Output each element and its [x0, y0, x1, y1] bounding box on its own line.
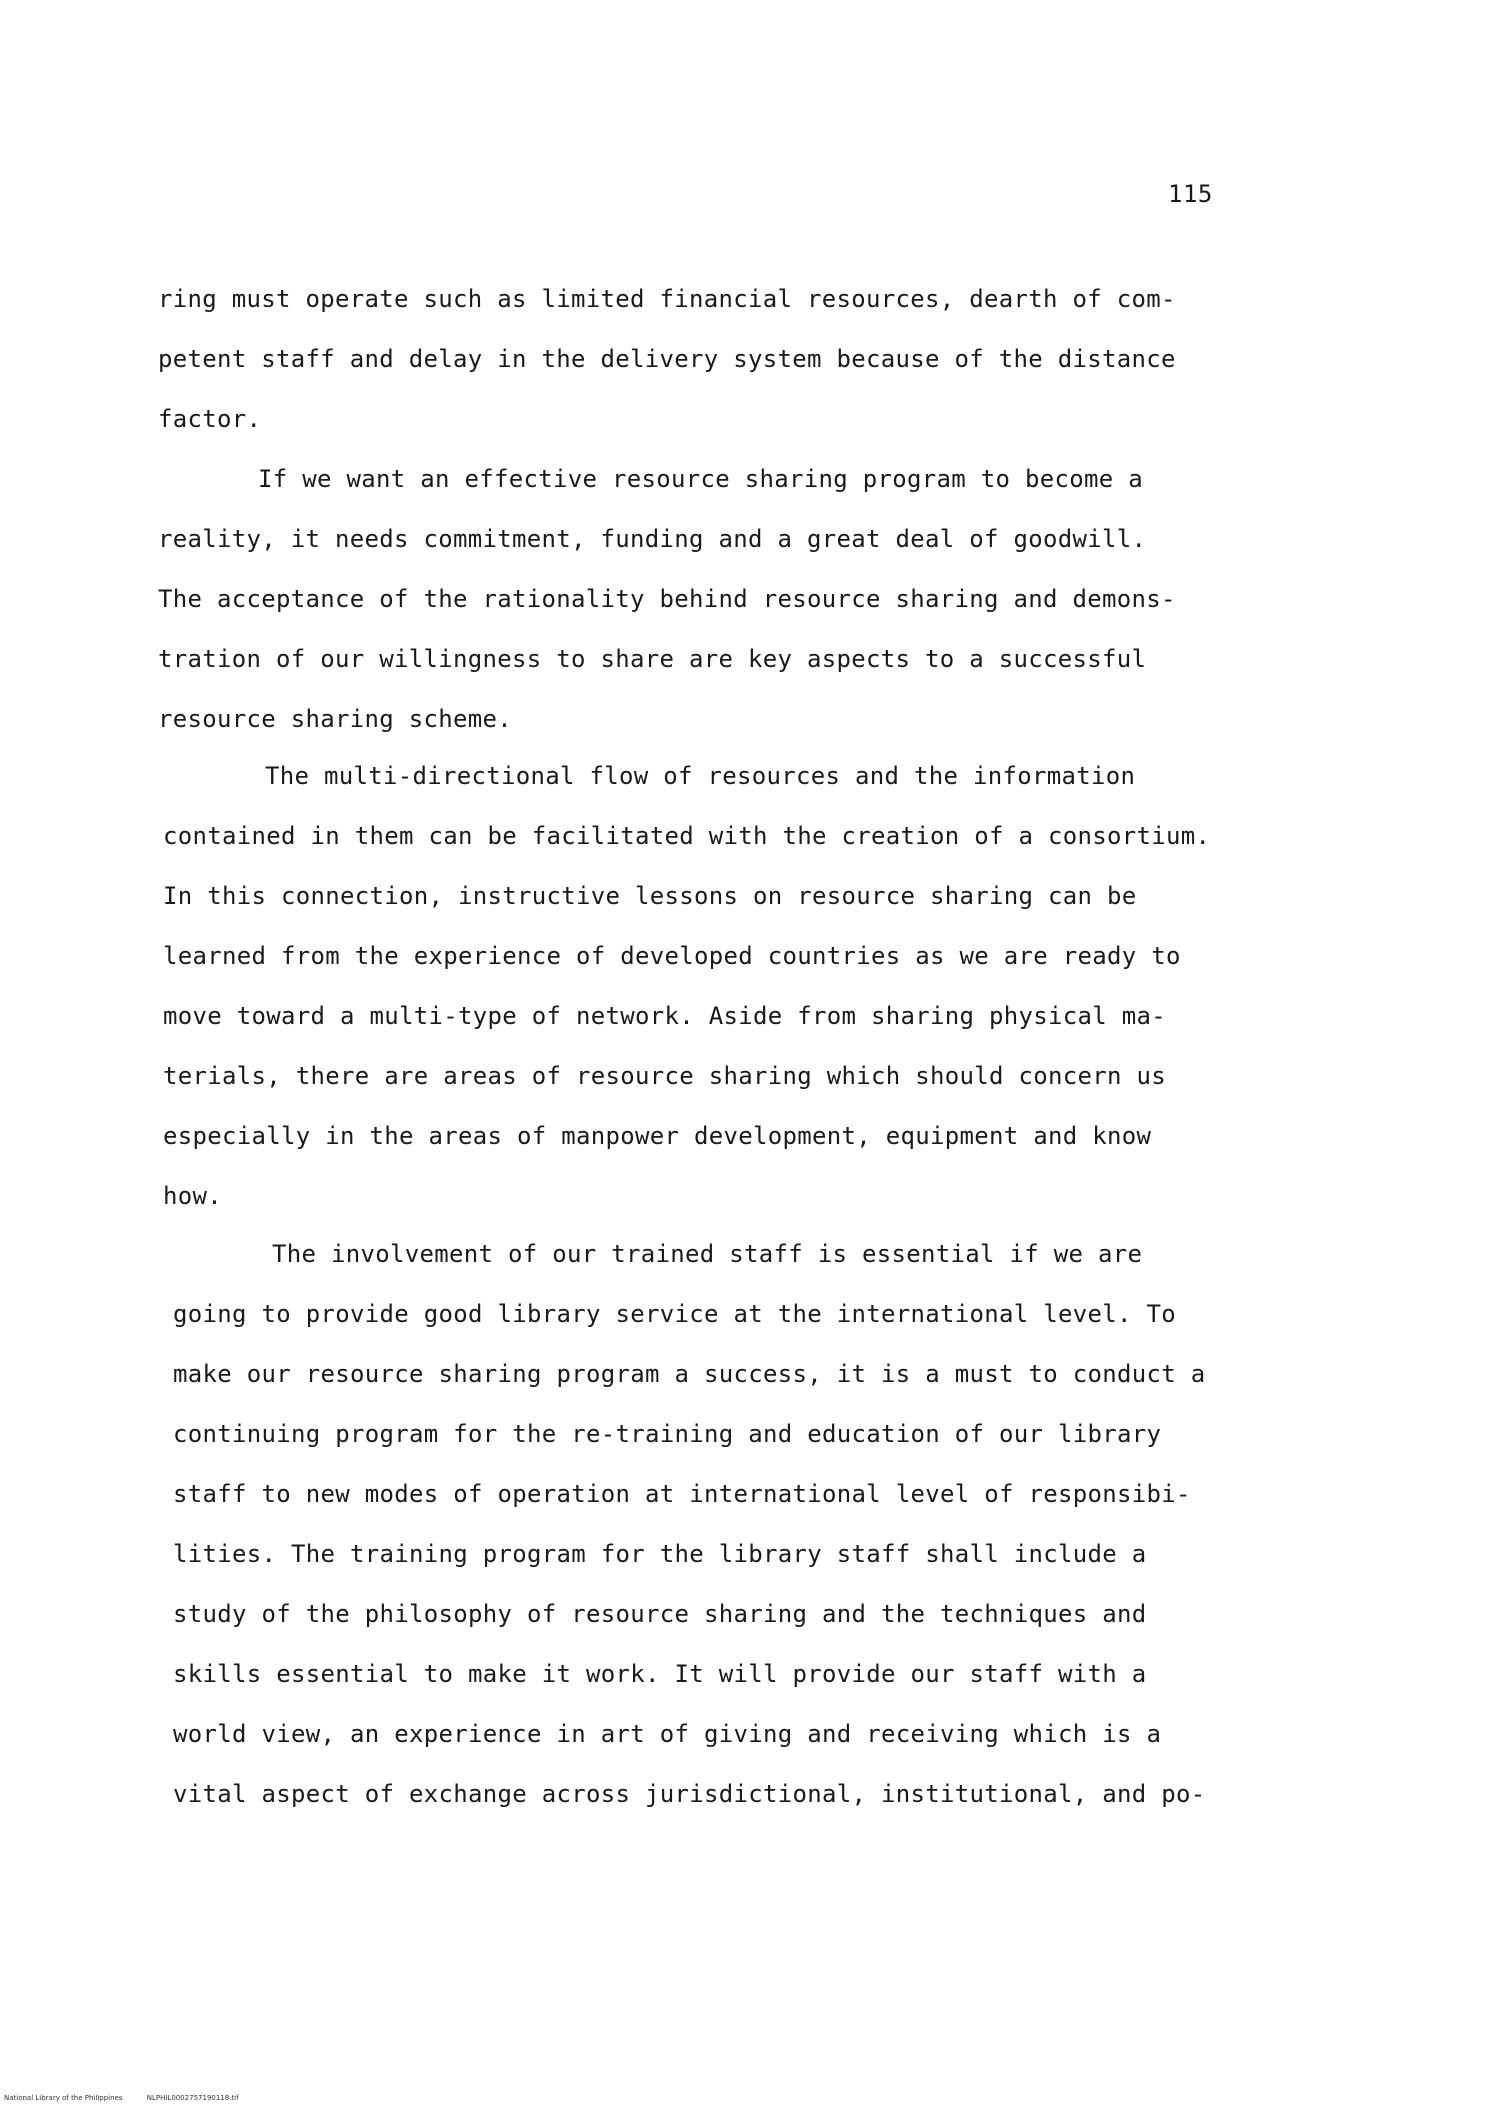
text-line: petent staff and delay in the delivery system because of the distance	[158, 345, 1176, 373]
scan-footer	[4, 2094, 261, 2102]
text-line: factor.	[158, 405, 262, 433]
footer-file-id: NLPHIL0002757190118.tif	[146, 2094, 239, 2102]
text-line: ring must operate such as limited financial resources, dearth of com-	[158, 285, 1176, 313]
text-line: going to provide good library service at the international level. To	[173, 1300, 1176, 1328]
text-line: The involvement of our trained staff is essential if we are	[272, 1240, 1143, 1268]
text-line: resource sharing scheme.	[158, 705, 512, 733]
text-line: staff to new modes of operation at international level of responsibi-	[173, 1480, 1191, 1508]
text-line: lities. The training program for the library staff shall include a	[173, 1540, 1147, 1568]
text-line: tration of our willingness to share are key aspects to a successful	[158, 645, 1147, 673]
text-line: If we want an effective resource sharing program to become a	[258, 465, 1143, 493]
footer-library: National Library of the Philippines	[4, 2094, 123, 2102]
text-line: vital aspect of exchange across jurisdictional, institutional, and po-	[173, 1780, 1206, 1808]
text-line: how.	[163, 1182, 222, 1210]
text-line: move toward a multi-type of network. Aside from sharing physical ma-	[163, 1002, 1166, 1030]
text-line: continuing program for the re-training and education of our library	[173, 1420, 1162, 1448]
text-line: study of the philosophy of resource sharing and the techniques and	[173, 1600, 1147, 1628]
text-line: world view, an experience in art of giving and receiving which is a	[173, 1720, 1162, 1748]
text-line: reality, it needs commitment, funding and a great deal of goodwill.	[158, 525, 1147, 553]
text-line: The multi-directional flow of resources and the information	[265, 762, 1136, 790]
text-line: terials, there are areas of resource sharing which should concern us	[163, 1062, 1166, 1090]
page-number: 115	[1168, 180, 1213, 208]
text-line: learned from the experience of developed countries as we are ready to	[163, 942, 1181, 970]
text-line: The acceptance of the rationality behind resource sharing and demons-	[158, 585, 1176, 613]
text-line: In this connection, instructive lessons on resource sharing can be	[163, 882, 1137, 910]
text-line: especially in the areas of manpower development, equipment and know	[163, 1122, 1152, 1150]
text-line: skills essential to make it work. It will provide our staff with a	[173, 1660, 1147, 1688]
text-line: contained in them can be facilitated with the creation of a consortium.	[163, 822, 1211, 850]
text-line: make our resource sharing program a success, it is a must to conduct a	[173, 1360, 1206, 1388]
